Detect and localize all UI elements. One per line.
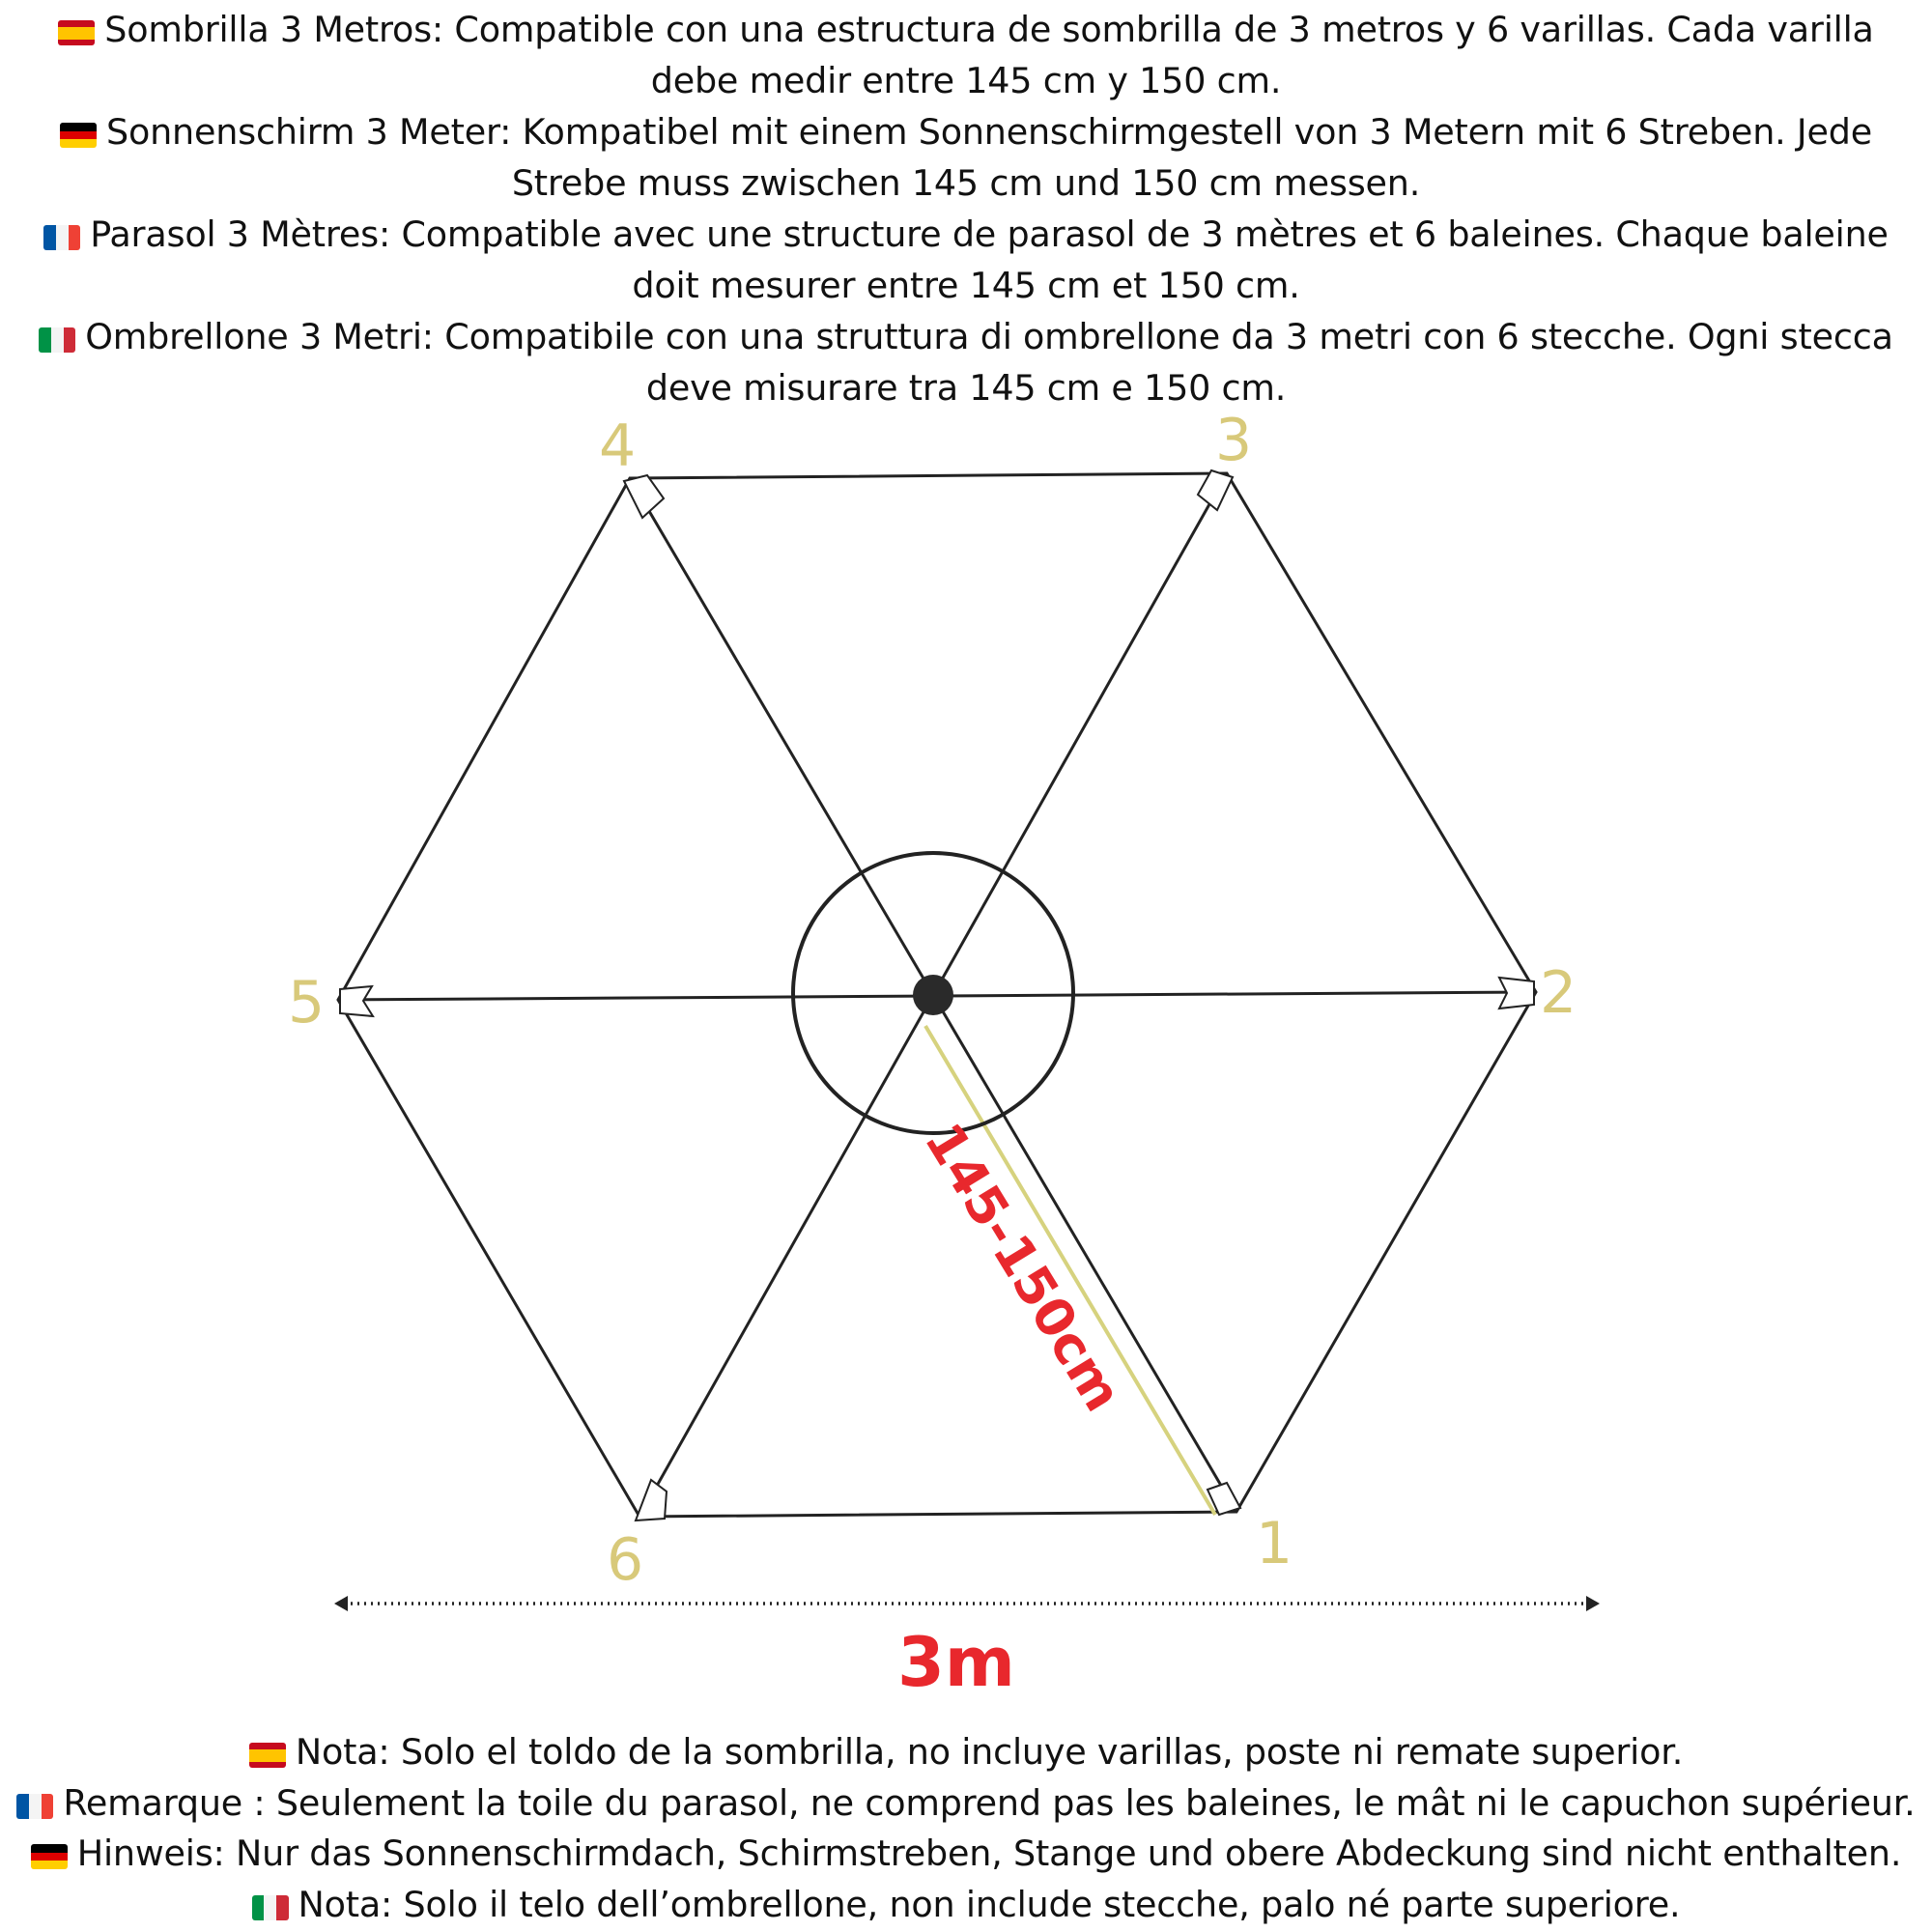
diameter-label: 3m [897, 1623, 1015, 1702]
germany-flag-icon [31, 1844, 68, 1869]
note-line-fr [0, 1778, 1932, 1830]
note-text-de: Hinweis: Nur das Sonnenschirmdach, Schirmstreben, Stange und obere Abdeckung sind nicht enthalten. [76, 1833, 1902, 1874]
note-line-de [0, 1829, 1932, 1880]
note-text-it: Nota: Solo il telo dell’ombrellone, non include stecche, palo né parte superiore. [298, 1883, 1681, 1925]
vertex-label-6: 6 [607, 1526, 644, 1594]
pocket-6 [636, 1480, 667, 1520]
intro-text-fr: Parasol 3 Mètres: Compatible avec une structure de parasol de 3 mètres et 6 baleines. Chaque baleine doit mesurer entre 145 cm et 150 cm. [90, 213, 1889, 306]
france-flag-icon [16, 1794, 53, 1819]
intro-text-de: Sonnenschirm 3 Meter: Kompatibel mit einem Sonnenschirmgestell von 3 Metern mit 6 Streben. Jede Strebe muss zwischen 145 cm und 150 cm messen. [106, 111, 1872, 204]
rib-length-highlight [925, 1026, 1215, 1515]
intro-text-es: Sombrilla 3 Metros: Compatible con una estructura de sombrilla de 3 metros y 6 varillas. Cada varilla debe medir entre 145 cm y 150 cm. [104, 9, 1874, 101]
vertex-label-1: 1 [1256, 1510, 1293, 1577]
arrow-right-icon [1586, 1596, 1600, 1611]
notes-text-block [0, 1727, 1932, 1930]
rib-length-label: 145-150cm [912, 1112, 1134, 1422]
vertex-label-5: 5 [288, 969, 326, 1037]
note-line-es [0, 1727, 1932, 1778]
note-text-fr: Remarque : Seulement la toile du parasol, ne comprend pas les baleines, le mât ni le capuchon supérieur. [63, 1781, 1916, 1824]
vertex-label-3: 3 [1215, 407, 1253, 474]
pocket-4 [624, 475, 664, 518]
arrow-left-icon [334, 1596, 348, 1611]
vertex-label-4: 4 [599, 412, 637, 480]
pocket-3 [1198, 470, 1233, 510]
note-text-es: Nota: Solo el toldo de la sombrilla, no incluye varillas, poste ni remate superior. [295, 1731, 1684, 1773]
spain-flag-icon [249, 1743, 286, 1768]
diameter-dimension-line [334, 1596, 1600, 1611]
pocket-5 [340, 986, 373, 1016]
vertex-label-2: 2 [1540, 959, 1577, 1027]
intro-text-it: Ombrellone 3 Metri: Compatibile con una struttura di ombrellone da 3 metri con 6 stecche. Ogni stecca deve misurare tra 145 cm e 150 cm. [85, 316, 1893, 409]
italy-flag-icon [252, 1895, 289, 1920]
center-pole-dot [913, 975, 953, 1015]
note-line-it [0, 1880, 1932, 1931]
